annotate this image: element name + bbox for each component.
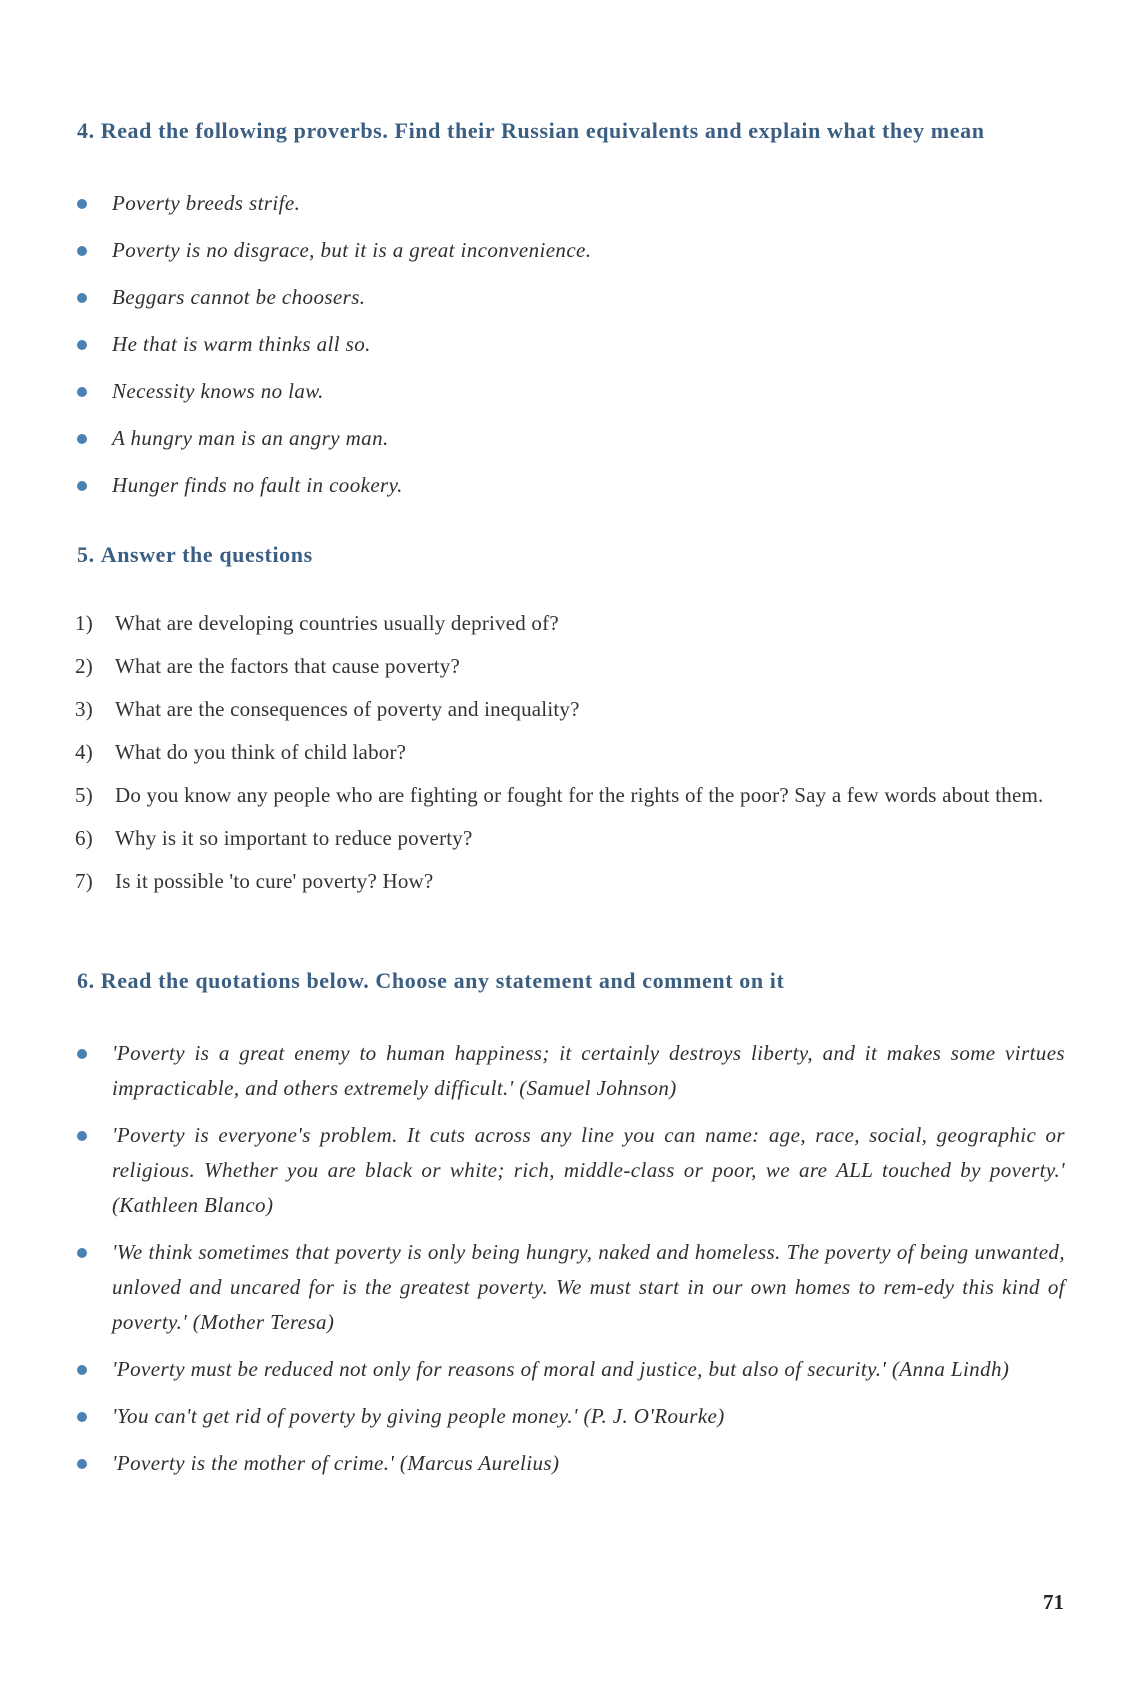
list-item [0,823,1129,854]
section-6-number: 6. [77,968,95,993]
list-item [0,1118,1129,1223]
bullet-icon [77,1131,87,1141]
question-number: 2) [75,654,93,678]
quotation-text: 'Poverty is the mother of crime.' (Marcus Aurelius) [112,1451,560,1475]
bullet-icon [77,1412,87,1422]
bullet-icon [77,293,87,303]
bullet-icon [77,1049,87,1059]
list-item [0,1446,1129,1481]
question-text: What are the consequences of poverty and inequality? [115,697,580,721]
bullet-icon [77,340,87,350]
page-number: 71 [1043,1590,1064,1614]
list-item [0,1399,1129,1434]
quotation-text: 'Poverty is a great enemy to human happiness; it certainly destroys liberty, and it makes some virtues impracticable, and others extremely difficult.' (Samuel Johnson) [112,1041,1065,1100]
bullet-icon [77,387,87,397]
list-item [0,331,1129,378]
list-item [0,608,1129,639]
quotation-text: 'You can't get rid of poverty by giving people money.' (P. J. O'Rourke) [112,1404,725,1428]
list-item [0,1036,1129,1106]
list-item [0,425,1129,472]
proverb-text: He that is warm thinks all so. [112,332,371,356]
section-6-title: Read the quotations below. Choose any statement and comment on it [100,968,785,993]
quotations-list [0,1036,1129,1493]
proverb-text: Poverty is no disgrace, but it is a great inconvenience. [112,238,592,262]
question-text: Do you know any people who are fighting or fought for the rights of the poor? Say a few words about them. [115,783,1044,807]
question-text: Why is it so important to reduce poverty? [115,826,473,850]
bullet-icon [77,1365,87,1375]
question-number: 4) [75,740,93,764]
list-item [0,694,1129,725]
section-4-number: 4. [77,118,95,143]
quotation-text: 'Poverty must be reduced not only for reasons of moral and justice, but also of security.' (Anna Lindh) [112,1357,1010,1381]
quotation-text: 'Poverty is everyone's problem. It cuts across any line you can name: age, race, social, geographic or religious. Whether you are black or white; rich, middle-class or poor, we are ALL touched by poverty.' (Kathleen Blanco) [112,1123,1065,1217]
list-item [0,1352,1129,1387]
section-4-heading [77,118,985,144]
bullet-icon [77,434,87,444]
proverb-text: Necessity knows no law. [112,379,324,403]
proverbs-list [0,190,1129,519]
question-text: What do you think of child labor? [115,740,407,764]
question-text: What are the factors that cause poverty? [115,654,460,678]
bullet-icon [77,481,87,491]
questions-list [0,608,1129,909]
list-item [0,190,1129,237]
proverb-text: Poverty breeds strife. [112,191,301,215]
bullet-icon [77,199,87,209]
list-item [0,737,1129,768]
question-number: 6) [75,826,93,850]
proverb-text: Hunger finds no fault in cookery. [112,473,403,497]
list-item [0,237,1129,284]
question-text: Is it possible 'to cure' poverty? How? [115,869,434,893]
list-item [0,472,1129,519]
section-5-number: 5. [77,542,95,567]
quotation-text: 'We think sometimes that poverty is only being hungry, naked and homeless. The poverty of being unwanted, unloved and uncared for is the greatest poverty. We must start in our own homes to rem-edy this kind of poverty.' (Mother Teresa) [112,1240,1065,1334]
bullet-icon [77,246,87,256]
bullet-icon [77,1248,87,1258]
proverb-text: Beggars cannot be choosers. [112,285,366,309]
question-number: 3) [75,697,93,721]
question-number: 1) [75,611,93,635]
list-item [0,378,1129,425]
list-item [0,284,1129,331]
question-number: 7) [75,869,93,893]
section-4-title: Read the following proverbs. Find their Russian equivalents and explain what they mean [100,118,985,143]
question-text: What are developing countries usually deprived of? [115,611,559,635]
section-5-title: Answer the questions [100,542,313,567]
list-item [0,780,1129,811]
list-item [0,651,1129,682]
proverb-text: A hungry man is an angry man. [112,426,389,450]
section-5-heading [77,542,313,568]
question-number: 5) [75,783,93,807]
bullet-icon [77,1459,87,1469]
section-6-heading [77,968,784,994]
list-item [0,866,1129,897]
list-item [0,1235,1129,1340]
